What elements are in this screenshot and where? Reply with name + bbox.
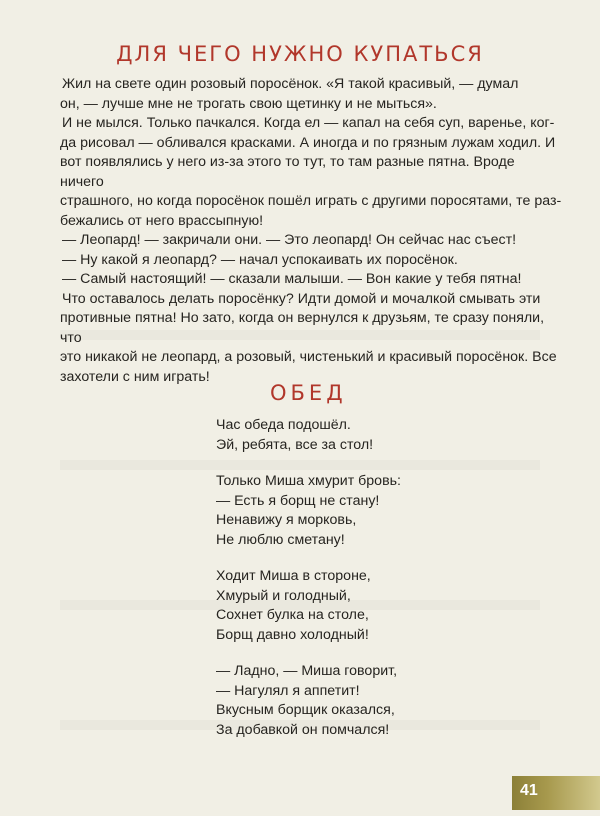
story-line: да рисовал — обливался красками. А иногда и по грязным лужам ходил. И <box>60 134 556 151</box>
poem-line: Только Миша хмурит бровь: <box>216 473 401 489</box>
story-line: — Самый настоящий! — сказали малыши. — Вон какие у тебя пятна! <box>62 271 522 287</box>
page-number: 41 <box>520 782 538 799</box>
story-line: он, — лучше мне не трогать свою щетинку и не мыться». <box>60 95 437 112</box>
poem-line: Ходит Миша в стороне, <box>216 568 371 584</box>
story-line: И не мылся. Только пачкался. Когда ел — капал на себя суп, варенье, ког- <box>62 115 555 131</box>
poem-line: Хмурый и голодный, <box>216 587 351 604</box>
story-line: противные пятна! Но зато, когда он вернулся к друзьям, те сразу поняли, что <box>60 310 545 346</box>
poem-line: Сохнет булка на столе, <box>216 607 369 623</box>
poem-stanza <box>216 567 476 645</box>
poem-line: Час обеда подошёл. <box>216 417 351 433</box>
poem-title: ОБЕД <box>270 381 347 405</box>
story-line: бежались от него врассыпную! <box>60 212 264 229</box>
poem-line: Вкусным борщик оказался, <box>216 702 395 718</box>
story-line: — Ну какой я леопард? — начал успокаивать их поросёнок. <box>62 251 458 268</box>
story-title: ДЛЯ ЧЕГО НУЖНО КУПАТЬСЯ <box>116 42 484 66</box>
story-line: — Леопард! — закричали они. — Это леопард! Он сейчас нас съест! <box>62 232 517 248</box>
poem-stanza <box>216 472 476 550</box>
story-line: страшного, но когда поросёнок пошёл играть с другими поросятами, те раз- <box>60 193 562 209</box>
story-line: Что оставалось делать поросёнку? Идти домой и мочалкой смывать эти <box>62 290 541 307</box>
story-line: это никакой не леопард, а розовый, чистенький и красивый поросёнок. Все <box>60 349 557 365</box>
poem-line: — Нагулял я аппетит! <box>216 682 360 699</box>
poem-line: Не люблю сметану! <box>216 531 345 548</box>
poem-line: — Есть я борщ не стану! <box>216 492 380 509</box>
poem-text <box>216 416 476 757</box>
poem-line: Эй, ребята, все за стол! <box>216 436 374 453</box>
story-line: Жил на свете один розовый поросёнок. «Я такой красивый, — думал <box>62 76 519 92</box>
story-text <box>62 75 562 387</box>
poem-stanza <box>216 662 476 740</box>
poem-stanza <box>216 416 476 455</box>
poem-line: За добавкой он помчался! <box>216 721 390 738</box>
poem-line: Ненавижу я морковь, <box>216 512 357 528</box>
poem-line: Борщ давно холодный! <box>216 626 369 643</box>
poem-line: — Ладно, — Миша говорит, <box>216 663 398 679</box>
story-line: захотели с ним играть! <box>60 368 210 385</box>
story-line: вот появлялись у него из-за этого то тут, то там разные пятна. Вроде ничего <box>60 154 515 190</box>
